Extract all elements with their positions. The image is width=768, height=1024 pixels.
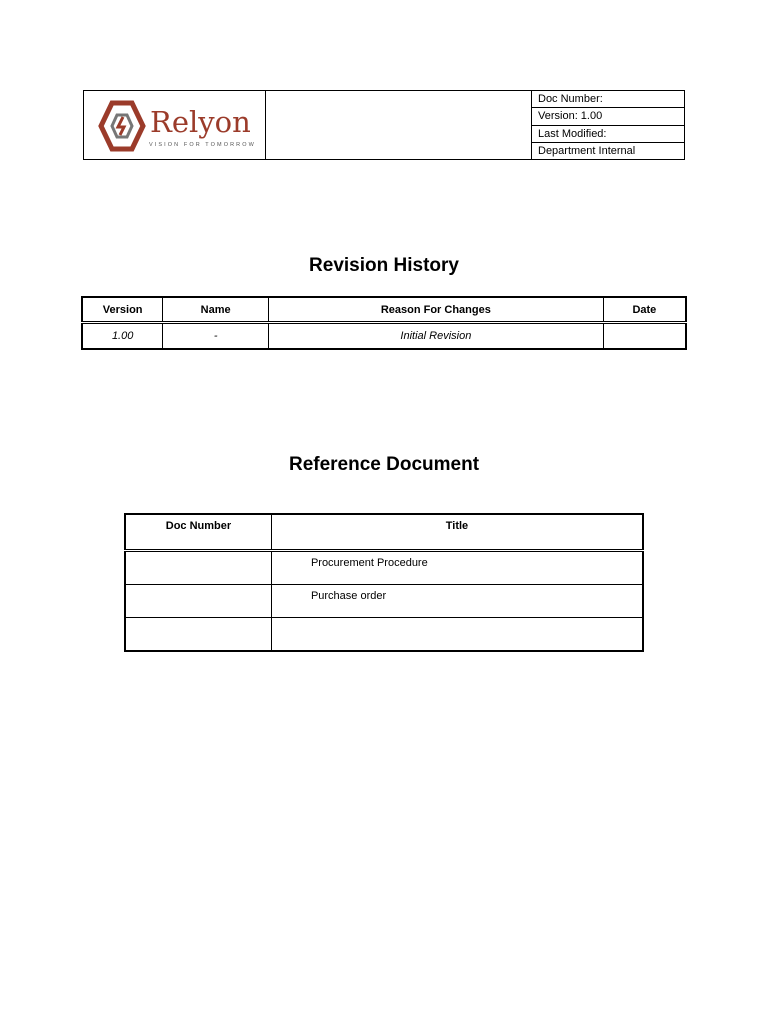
cell-version: 1.00 [82,323,163,350]
table-header-row [82,297,686,323]
column-header: Date [603,297,686,323]
cell-reason: Initial Revision [268,323,603,350]
brand-tagline: VISION FOR TOMORROW [149,142,256,148]
column-header: Name [163,297,269,323]
cell-title: Procurement Procedure [271,551,643,585]
document-header [83,90,685,160]
revision-history-table [81,296,687,350]
meta-doc-number: Doc Number: [532,91,684,108]
cell-title [271,618,643,652]
brand-name: Relyon [150,105,251,139]
meta-department: Department Internal [538,144,636,157]
cell-title: Purchase order [271,585,643,618]
cell-doc-number [125,585,271,618]
column-header: Version [82,297,163,323]
table-row [125,585,643,618]
cell-name: - [163,323,269,350]
document-meta [532,91,684,159]
relyon-logo-icon [98,100,146,152]
column-header: Doc Number [125,514,271,551]
cell-date [603,323,686,350]
cell-doc-number [125,618,271,652]
column-header: Title [271,514,643,551]
revision-history-title: Revision History [309,255,459,276]
column-header: Reason For Changes [268,297,603,323]
meta-version: Version: 1.00 [532,108,684,125]
header-blank-cell [266,91,532,159]
logo-cell [84,91,266,159]
cell-doc-number [125,551,271,585]
reference-document-title: Reference Document [288,454,480,475]
reference-document-table [124,513,644,652]
meta-last-modified: Last Modified: [532,126,684,143]
table-row [125,618,643,652]
table-row [125,551,643,585]
table-row [82,323,686,350]
table-header-row [125,514,643,551]
